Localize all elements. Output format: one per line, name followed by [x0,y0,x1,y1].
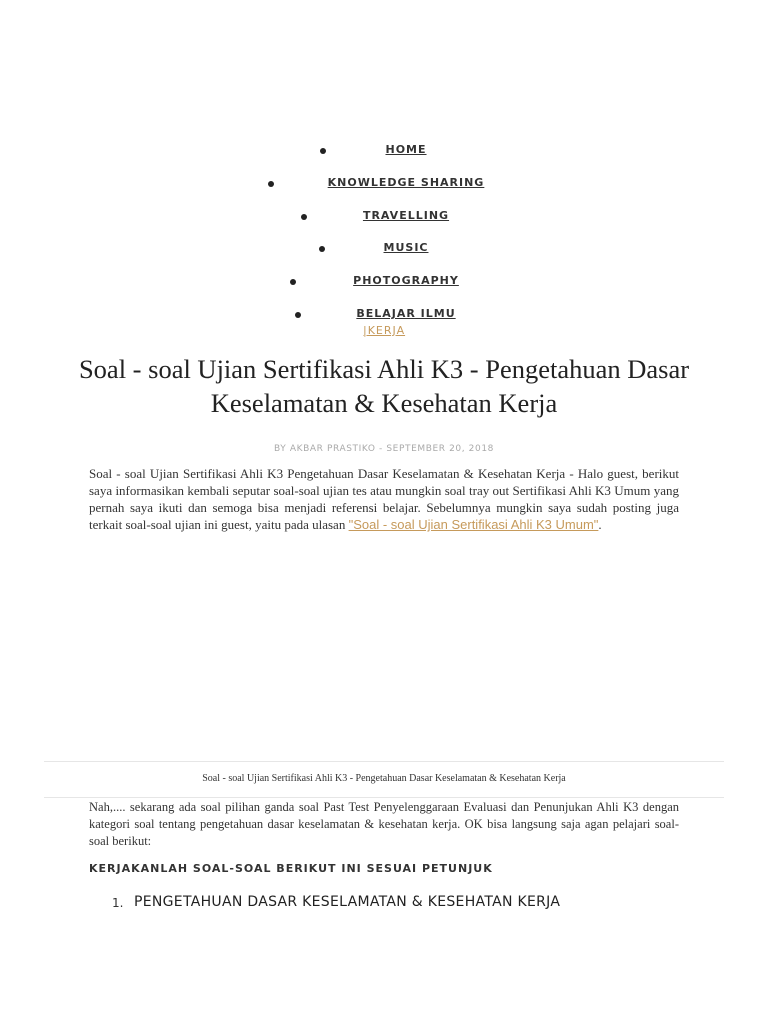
bullet-icon [290,279,296,285]
nav-item-travelling [0,209,768,225]
nav-item-music [0,241,768,257]
related-article-link[interactable]: "Soal - soal Ujian Sertifikasi Ahli K3 Umum" [348,517,599,532]
article-meta: BY AKBAR PRASTIKO - SEPTEMBER 20, 2018 [274,444,494,454]
nav-item-photography [0,274,768,290]
nav-link-home[interactable]: HOME [385,143,427,156]
caption-divider-bottom [44,797,724,798]
nav-sub-link-kerja[interactable]: |KERJA [363,324,406,337]
article-title: Soal - soal Ujian Sertifikasi Ahli K3 - Pengetahuan Dasar Keselamatan & Kesehatan Kerja [78,354,690,418]
nav-link-knowledge-sharing[interactable]: KNOWLEDGE SHARING [327,176,485,189]
nav-item-knowledge-sharing [0,176,768,192]
section-subheading: KERJAKANLAH SOAL-SOAL BERIKUT INI SESUAI PETUNJUK [89,862,493,875]
caption-divider-top [44,761,724,762]
nav-link-belajar-ilmu[interactable]: BELAJAR ILMU [356,307,456,320]
list-item-text: PENGETAHUAN DASAR KESELAMATAN & KESEHATAN KERJA [134,894,561,910]
bullet-icon [301,214,307,220]
nav-link-music[interactable]: MUSIC [383,241,429,254]
intro-end: . [598,517,602,532]
intro-text: Soal - soal Ujian Sertifikasi Ahli K3 Pengetahuan Dasar Keselamatan & Kesehatan Kerja - Halo guest, berikut saya informasikan kembali seputar soal-soal ujian tes atau mungkin soal tray out Sertifikasi Ahli K3 Umum yang pernah saya ikuti dan semoga bisa menjadi referensi belajar. Sebelumnya mungkin saya sudah posting juga terkait soal-soal ujian ini guest, yaitu pada ulasan [89,466,679,532]
bullet-icon [268,181,274,187]
list-item-number: 1. [112,896,124,910]
bullet-icon [320,148,326,154]
image-caption: Soal - soal Ujian Sertifikasi Ahli K3 - Pengetahuan Dasar Keselamatan & Kesehatan Kerja [202,773,566,784]
bullet-icon [319,246,325,252]
nav-link-photography[interactable]: PHOTOGRAPHY [353,274,459,287]
nav-item-belajar-ilmu [0,307,768,323]
article-intro [89,465,679,533]
nav-link-travelling[interactable]: TRAVELLING [362,209,450,222]
nav-item-home [0,143,768,159]
article-body: Nah,.... sekarang ada soal pilihan ganda soal Past Test Penyelenggaraan Evaluasi dan Penunjukan Ahli K3 dengan kategori soal tentang pengetahuan dasar keselamatan & kesehatan kerja. OK bisa langsung saja agan pelajari soal-soal berikut: [89,800,679,848]
bullet-icon [295,312,301,318]
